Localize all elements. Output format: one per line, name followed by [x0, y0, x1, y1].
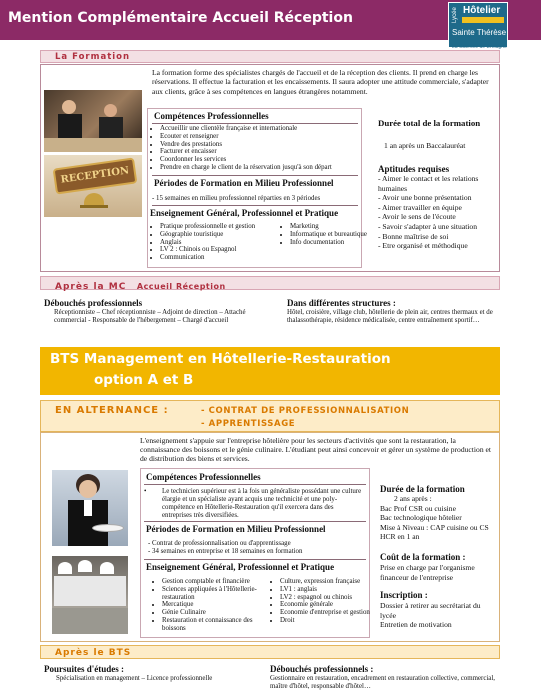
list-item: • Droit: [280, 617, 378, 625]
duree-text: 1 an après un Baccalauréat: [384, 141, 466, 150]
chef-jackets: [54, 576, 126, 606]
logo-line-1: Lycée: [452, 7, 458, 23]
list-item: • LV2 : espagnol ou chinois: [280, 594, 378, 602]
aptitudes-title: Aptitudes requises: [378, 164, 450, 174]
school-logo: [448, 2, 508, 48]
bts-debouches-text: Gestionnaire en restauration, encadrement en restauration collective, commercial, maître d'hôtel, responsable d'hôtel…: [270, 675, 495, 691]
bell-icon: [84, 193, 104, 205]
reception-sign: RECEPTION: [53, 157, 138, 194]
receptionist-body: [58, 114, 82, 138]
mc-structures-title: Dans différentes structures :: [287, 298, 396, 308]
enseignement-title: Enseignement Général, Professionnel et Pratique: [150, 208, 339, 218]
list-item: • Vendre des prestations: [160, 141, 370, 149]
competences-title: Compétences Professionnelles: [154, 111, 269, 121]
list-item: - Avoir une bonne présentation: [378, 193, 472, 203]
list-item: • Economie générale: [280, 601, 378, 609]
enseignement-list-left: [150, 223, 300, 262]
logo-subtitle: La Guerche de Bretagne: [452, 44, 507, 50]
formation-intro: La formation forme des spécialistes chargés de l'accueil et de la réception des clients. Il prend en charge les réservations. Il effectue la facturation et les encaissements. Il saura adopter une attitude commerciale, s'adapter aux clients, grâce à ses compétences en langues étrangères notamment.: [152, 68, 489, 96]
periodes-title: Périodes de Formation en Milieu Professionnel: [154, 178, 334, 188]
enseignement-list-right: [280, 223, 370, 246]
apprentissage-label: - APPRENTISSAGE: [201, 419, 296, 429]
list-item: • Géographie touristique: [160, 231, 300, 239]
bts-duree-title: Durée de la formation: [380, 484, 465, 494]
list-item: Bac technologique hôtelier: [380, 513, 462, 523]
list-item: • Marketing: [290, 223, 370, 231]
chef-hat: [100, 562, 114, 574]
bts-periodes-list: [148, 540, 368, 556]
divider: [144, 559, 366, 560]
bts-poursuites-title: Poursuites d'études :: [44, 664, 125, 674]
list-item: • Facturer et encaisser: [160, 148, 370, 156]
list-item: Dossier à retirer au secrétariat du lycée: [380, 601, 481, 620]
bts-competences-title: Compétences Professionnelles: [146, 472, 261, 482]
bts-cout-text: Prise en charge par l'organisme financeur de l'entreprise: [380, 563, 475, 582]
kitchen-photo: [52, 556, 128, 634]
list-item: • Culture, expression française: [280, 578, 378, 586]
list-item: • Anglais: [160, 239, 300, 247]
list-item: - Etre organisé et méthodique: [378, 241, 468, 251]
mc-debouches-text: Réceptionniste – Chef réceptionniste – Adjoint de direction – Attaché commercial - Responsable de l'hébergement – Chargé d'accueil: [54, 309, 246, 325]
apres-mc-heading-prefix: Après la MC: [55, 282, 127, 292]
bts-intro: L'enseignement s'appuie sur l'entreprise hôtelière pour les secteurs d'activités que sont la restauration, la connaissance des boissons et le génie culinaire. L'étudiant peut ainsi concevoir et gérer un système de production et de distribution des biens et services.: [140, 436, 491, 464]
list-item: Mise à Niveau : CAP cuisine ou CS HCR en 1 an: [380, 522, 489, 542]
bts-enseignement-right: [270, 578, 378, 625]
list-item: - Aimer travailler en équipe: [378, 202, 462, 212]
bts-title-line-1: BTS Management en Hôtellerie-Restauration: [50, 351, 391, 367]
list-item: • Economie d'entreprise et gestion: [280, 609, 378, 617]
list-item: - 34 semaines en entreprise et 18 semaines en formation: [148, 548, 303, 555]
bullet-icon: •: [144, 488, 147, 495]
list-item: - Aimer le contact et les relations humaines: [378, 174, 479, 193]
bts-enseignement-title: Enseignement Général, Professionnel et Pratique: [146, 562, 335, 572]
waitress-face: [79, 480, 97, 498]
logo-stripe: [462, 17, 504, 23]
divider: [144, 484, 366, 485]
divider: [152, 123, 358, 124]
apres-bts-heading: Après le BTS: [40, 645, 500, 659]
kitchen-counter: [52, 608, 128, 634]
list-item: Entretien de motivation: [380, 620, 452, 630]
bts-title-line-2: option A et B: [94, 372, 194, 388]
logo-line-3: Sainte Thérèse: [452, 28, 507, 37]
list-item: 2 ans après :: [394, 494, 432, 503]
mc-structures-text: Hôtel, croisière, village club, hôtellerie de plein air, centres thermaux et de thalassothérapie, résidence médicalisée, centre entraînement sportif…: [287, 309, 493, 325]
divider: [152, 205, 358, 206]
bts-inscription-title: Inscription :: [380, 590, 428, 600]
list-item: • Restauration et connaissance des boissons: [162, 617, 274, 633]
list-item: - Contrat de professionnalisation ou d'apprentissage: [148, 540, 291, 547]
list-item: • Ecouter et renseigner: [160, 133, 370, 141]
divider: [144, 521, 366, 522]
bts-cout-title: Coût de la formation :: [380, 552, 466, 562]
chef-hat: [58, 562, 72, 574]
apres-mc-heading: [40, 276, 500, 290]
reception-desk-photo: [44, 90, 142, 152]
mc-title: Mention Complémentaire Accueil Réception: [8, 10, 353, 26]
list-item: - Savoir s'adapter à une situation: [378, 221, 478, 231]
receptionist-2-body: [99, 117, 123, 139]
list-item: • Prendre en charge le client de la réservation jusqu'à son départ: [160, 164, 370, 172]
list-item: • LV 2 : Chinois ou Espagnol: [160, 246, 300, 254]
divider: [152, 175, 358, 176]
apres-mc-heading-suffix: Accueil Réception: [136, 282, 226, 291]
list-item: • Informatique et bureautique: [290, 231, 370, 239]
list-item: • Sciences appliquées à l'Hôtellerie-restauration: [162, 586, 274, 602]
list-item: • Accueillir une clientèle française et internationale: [160, 125, 370, 133]
periodes-text: - 15 semaines en milieu professionnel réparties en 3 périodes: [152, 195, 321, 202]
list-item: • Gestion comptable et financière: [162, 578, 274, 586]
bts-duree-list: [380, 494, 496, 542]
list-item: • Pratique professionnelle et gestion: [160, 223, 300, 231]
chef-hat: [78, 560, 92, 572]
list-item: - Bonne maîtrise de soi: [378, 231, 449, 241]
logo-line-2: Hôtelier: [463, 5, 501, 16]
mc-debouches-title: Débouchés professionnels: [44, 298, 143, 308]
formation-heading: La Formation: [40, 50, 500, 63]
bts-inscription-list: [380, 601, 496, 630]
list-item: • Info documentation: [290, 239, 370, 247]
desk-counter: [44, 138, 142, 152]
list-item: • Communication: [160, 254, 300, 262]
list-item: • Génie Culinaire: [162, 609, 274, 617]
waitress-photo: [52, 470, 128, 546]
list-item: • LV1 : anglais: [280, 586, 378, 594]
bts-competences-text: [144, 488, 362, 520]
list-item: • Coordonner les services: [160, 156, 370, 164]
list-item: Bac Prof CSR ou cuisine: [380, 503, 456, 513]
list-item: - Avoir le sens de l'écoute: [378, 212, 456, 222]
receptionist-face: [62, 100, 76, 114]
aptitudes-list: [378, 174, 496, 251]
contrat-pro-label: - CONTRAT DE PROFESSIONNALISATION: [201, 406, 410, 416]
bell-base: [80, 205, 108, 208]
plate: [92, 524, 124, 532]
alternance-label: EN ALTERNANCE :: [55, 405, 169, 416]
reception-bell-photo: [44, 155, 142, 217]
competences-list: [150, 125, 370, 172]
receptionist-2-face: [104, 104, 117, 117]
duree-title: Durée total de la formation: [378, 118, 481, 128]
list-item: • Mercatique: [162, 601, 274, 609]
bts-competences-body: Le technicien supérieur est à la fois un généraliste possédant une culture élargie et un spécialiste ayant acquis une technicité et une poly-compétence en Hôtellerie-Restauration qu'il exercera dans des entreprises très diversifiées.: [162, 488, 362, 519]
bts-periodes-title: Périodes de Formation en Milieu Professionnel: [146, 524, 326, 534]
bts-title-banner: [40, 347, 500, 395]
alternance-heading: [40, 400, 500, 432]
bts-enseignement-left: [152, 578, 274, 633]
bts-debouches-title: Débouchés professionnels :: [270, 664, 374, 674]
waitress-collar: [84, 500, 92, 516]
bts-poursuites-text: Spécialisation en management – Licence professionnelle: [56, 675, 213, 682]
